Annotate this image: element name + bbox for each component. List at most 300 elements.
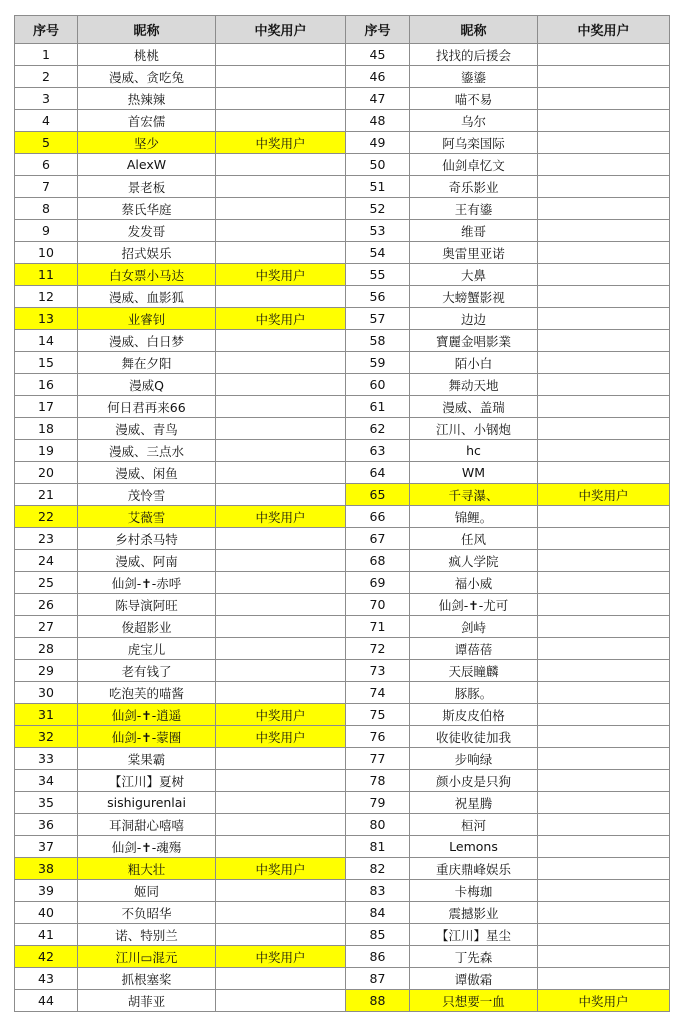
- nickname-cell-left: 业睿钊: [78, 308, 216, 330]
- nickname-cell-left: 白女票小马达: [78, 264, 216, 286]
- index-cell-left: 21: [15, 484, 78, 506]
- index-cell-left: 31: [15, 704, 78, 726]
- index-cell-right: 71: [346, 616, 410, 638]
- index-cell-right: 50: [346, 154, 410, 176]
- nickname-cell-right: 斯皮皮伯格: [410, 704, 538, 726]
- winner-cell-right: [538, 396, 670, 418]
- nickname-cell-right: 边边: [410, 308, 538, 330]
- nickname-cell-right: 千寻瀑、: [410, 484, 538, 506]
- index-cell-right: 52: [346, 198, 410, 220]
- nickname-cell-right: 震撼影业: [410, 902, 538, 924]
- table-row: [15, 814, 670, 836]
- table-row: [15, 330, 670, 352]
- nickname-cell-right: 奇乐影业: [410, 176, 538, 198]
- winner-cell-right: [538, 880, 670, 902]
- index-cell-left: 39: [15, 880, 78, 902]
- index-cell-right: 83: [346, 880, 410, 902]
- nickname-cell-right: 大螃蟹影视: [410, 286, 538, 308]
- header-row: [15, 16, 670, 44]
- winner-cell-right: [538, 902, 670, 924]
- index-cell-left: 33: [15, 748, 78, 770]
- nickname-cell-right: 阿乌栾国际: [410, 132, 538, 154]
- index-cell-right: 56: [346, 286, 410, 308]
- winner-cell-left: [216, 968, 346, 990]
- winner-cell-right: [538, 286, 670, 308]
- nickname-cell-right: 维哥: [410, 220, 538, 242]
- nickname-cell-left: 漫威、青鸟: [78, 418, 216, 440]
- winner-cell-left: [216, 638, 346, 660]
- index-cell-right: 85: [346, 924, 410, 946]
- index-cell-right: 60: [346, 374, 410, 396]
- winner-cell-right: [538, 220, 670, 242]
- winner-cell-right: [538, 594, 670, 616]
- header-winner-right: 中奖用户: [538, 16, 670, 44]
- nickname-cell-left: 漫威、闲鱼: [78, 462, 216, 484]
- winner-cell-right: [538, 198, 670, 220]
- table-row: [15, 308, 670, 330]
- table-row: [15, 858, 670, 880]
- index-cell-right: 80: [346, 814, 410, 836]
- winner-cell-right: [538, 968, 670, 990]
- winner-cell-right: [538, 528, 670, 550]
- winner-cell-right: [538, 352, 670, 374]
- winners-table: [14, 15, 670, 1012]
- index-cell-right: 73: [346, 660, 410, 682]
- winner-cell-right: [538, 506, 670, 528]
- winner-cell-right: [538, 704, 670, 726]
- winner-cell-left: [216, 902, 346, 924]
- winner-cell-left: [216, 154, 346, 176]
- index-cell-right: 77: [346, 748, 410, 770]
- index-cell-right: 86: [346, 946, 410, 968]
- winner-cell-right: [538, 792, 670, 814]
- nickname-cell-left: 发发哥: [78, 220, 216, 242]
- nickname-cell-left: 粗大壮: [78, 858, 216, 880]
- winner-cell-left: [216, 594, 346, 616]
- winner-cell-left: [216, 814, 346, 836]
- winner-cell-right: [538, 726, 670, 748]
- table-row: [15, 352, 670, 374]
- index-cell-right: 53: [346, 220, 410, 242]
- nickname-cell-left: 不负昭华: [78, 902, 216, 924]
- nickname-cell-left: 耳洞甜心嘻嘻: [78, 814, 216, 836]
- index-cell-right: 68: [346, 550, 410, 572]
- nickname-cell-right: 豚豚。: [410, 682, 538, 704]
- index-cell-right: 62: [346, 418, 410, 440]
- nickname-cell-right: 江川、小钢炮: [410, 418, 538, 440]
- index-cell-right: 59: [346, 352, 410, 374]
- index-cell-left: 42: [15, 946, 78, 968]
- index-cell-right: 46: [346, 66, 410, 88]
- table-row: [15, 792, 670, 814]
- nickname-cell-left: 艾薇雪: [78, 506, 216, 528]
- index-cell-right: 74: [346, 682, 410, 704]
- table-row: [15, 836, 670, 858]
- winner-cell-right: [538, 440, 670, 462]
- nickname-cell-right: 王有鎏: [410, 198, 538, 220]
- table-row: [15, 484, 670, 506]
- table-row: [15, 902, 670, 924]
- nickname-cell-left: 舞在夕阳: [78, 352, 216, 374]
- nickname-cell-right: 漫威、盖瑞: [410, 396, 538, 418]
- nickname-cell-left: 诺、特别兰: [78, 924, 216, 946]
- nickname-cell-left: 漫威、血影狐: [78, 286, 216, 308]
- winner-cell-left: [216, 924, 346, 946]
- index-cell-right: 61: [346, 396, 410, 418]
- index-cell-left: 16: [15, 374, 78, 396]
- nickname-cell-right: 天辰瞳麟: [410, 660, 538, 682]
- table-row: [15, 44, 670, 66]
- index-cell-left: 28: [15, 638, 78, 660]
- index-cell-right: 64: [346, 462, 410, 484]
- nickname-cell-right: 寶麗金唱影業: [410, 330, 538, 352]
- nickname-cell-right: 剑峙: [410, 616, 538, 638]
- nickname-cell-right: WM: [410, 462, 538, 484]
- index-cell-right: 48: [346, 110, 410, 132]
- winner-cell-right: [538, 638, 670, 660]
- winner-cell-right: [538, 132, 670, 154]
- winner-cell-right: [538, 44, 670, 66]
- index-cell-right: 55: [346, 264, 410, 286]
- winner-cell-right: [538, 550, 670, 572]
- table-row: [15, 924, 670, 946]
- winner-cell-left: [216, 418, 346, 440]
- nickname-cell-right: 祝星腾: [410, 792, 538, 814]
- nickname-cell-right: 谭傲霜: [410, 968, 538, 990]
- index-cell-right: 45: [346, 44, 410, 66]
- index-cell-right: 65: [346, 484, 410, 506]
- index-cell-left: 8: [15, 198, 78, 220]
- winner-cell-right: [538, 572, 670, 594]
- nickname-cell-right: 疯人学院: [410, 550, 538, 572]
- nickname-cell-right: 桓河: [410, 814, 538, 836]
- winner-cell-right: [538, 836, 670, 858]
- index-cell-right: 87: [346, 968, 410, 990]
- table-row: [15, 154, 670, 176]
- winner-cell-left: [216, 396, 346, 418]
- index-cell-right: 79: [346, 792, 410, 814]
- winner-cell-right: [538, 682, 670, 704]
- nickname-cell-left: 茂怜雪: [78, 484, 216, 506]
- winner-cell-left: [216, 616, 346, 638]
- nickname-cell-left: 漫威、贪吃兔: [78, 66, 216, 88]
- winner-cell-left: [216, 176, 346, 198]
- table-row: [15, 198, 670, 220]
- winner-cell-left: [216, 748, 346, 770]
- nickname-cell-left: 陈导演阿旺: [78, 594, 216, 616]
- winner-cell-left: [216, 88, 346, 110]
- nickname-cell-right: Lemons: [410, 836, 538, 858]
- table-row: [15, 418, 670, 440]
- winner-cell-left: 中奖用户: [216, 308, 346, 330]
- index-cell-right: 82: [346, 858, 410, 880]
- nickname-cell-left: 坚少: [78, 132, 216, 154]
- nickname-cell-left: 胡菲亚: [78, 990, 216, 1012]
- header-winner-left: 中奖用户: [216, 16, 346, 44]
- index-cell-right: 58: [346, 330, 410, 352]
- index-cell-right: 81: [346, 836, 410, 858]
- winner-cell-right: [538, 924, 670, 946]
- index-cell-left: 26: [15, 594, 78, 616]
- nickname-cell-left: 漫威、白日梦: [78, 330, 216, 352]
- winner-cell-left: [216, 66, 346, 88]
- nickname-cell-right: 仙剑-✝-尤可: [410, 594, 538, 616]
- header-index-right: 序号: [346, 16, 410, 44]
- table-row: [15, 242, 670, 264]
- winner-cell-left: [216, 352, 346, 374]
- winner-cell-left: 中奖用户: [216, 726, 346, 748]
- header-nickname-right: 昵称: [410, 16, 538, 44]
- winner-cell-right: [538, 616, 670, 638]
- winner-cell-right: [538, 110, 670, 132]
- nickname-cell-right: 步响绿: [410, 748, 538, 770]
- index-cell-left: 3: [15, 88, 78, 110]
- nickname-cell-right: 舞动天地: [410, 374, 538, 396]
- winner-cell-left: [216, 220, 346, 242]
- table-row: [15, 550, 670, 572]
- index-cell-left: 38: [15, 858, 78, 880]
- nickname-cell-left: 俊超影业: [78, 616, 216, 638]
- nickname-cell-right: hc: [410, 440, 538, 462]
- nickname-cell-left: 乡村杀马特: [78, 528, 216, 550]
- index-cell-right: 69: [346, 572, 410, 594]
- index-cell-left: 5: [15, 132, 78, 154]
- table-row: [15, 506, 670, 528]
- nickname-cell-left: 热辣辣: [78, 88, 216, 110]
- table-row: [15, 396, 670, 418]
- winner-cell-left: 中奖用户: [216, 132, 346, 154]
- nickname-cell-left: 仙剑-✝-赤呼: [78, 572, 216, 594]
- winner-cell-left: [216, 528, 346, 550]
- nickname-cell-right: 鎏鎏: [410, 66, 538, 88]
- nickname-cell-right: 陌小白: [410, 352, 538, 374]
- table-row: [15, 990, 670, 1012]
- index-cell-left: 35: [15, 792, 78, 814]
- nickname-cell-right: 任风: [410, 528, 538, 550]
- winner-cell-left: [216, 330, 346, 352]
- winner-cell-left: [216, 880, 346, 902]
- winner-cell-left: [216, 44, 346, 66]
- index-cell-left: 37: [15, 836, 78, 858]
- winner-cell-right: [538, 330, 670, 352]
- index-cell-left: 43: [15, 968, 78, 990]
- nickname-cell-right: 卡梅珈: [410, 880, 538, 902]
- winner-cell-right: [538, 814, 670, 836]
- index-cell-right: 51: [346, 176, 410, 198]
- table-body: [15, 44, 670, 1012]
- index-cell-right: 88: [346, 990, 410, 1012]
- index-cell-left: 12: [15, 286, 78, 308]
- index-cell-left: 2: [15, 66, 78, 88]
- index-cell-right: 67: [346, 528, 410, 550]
- nickname-cell-left: 首宏儒: [78, 110, 216, 132]
- winner-cell-left: [216, 770, 346, 792]
- index-cell-left: 22: [15, 506, 78, 528]
- winner-cell-right: 中奖用户: [538, 484, 670, 506]
- nickname-cell-left: 漫威、三点水: [78, 440, 216, 462]
- winner-cell-left: [216, 440, 346, 462]
- nickname-cell-left: AlexW: [78, 154, 216, 176]
- winner-cell-left: [216, 374, 346, 396]
- winner-cell-right: [538, 264, 670, 286]
- table-row: [15, 66, 670, 88]
- index-cell-right: 78: [346, 770, 410, 792]
- table-row: [15, 704, 670, 726]
- winner-cell-left: [216, 990, 346, 1012]
- index-cell-right: 47: [346, 88, 410, 110]
- table-row: [15, 748, 670, 770]
- winner-cell-left: [216, 198, 346, 220]
- index-cell-left: 32: [15, 726, 78, 748]
- table-row: [15, 880, 670, 902]
- winner-cell-right: [538, 748, 670, 770]
- table-row: [15, 616, 670, 638]
- winner-cell-left: 中奖用户: [216, 506, 346, 528]
- index-cell-left: 1: [15, 44, 78, 66]
- winner-cell-left: [216, 484, 346, 506]
- header-index-left: 序号: [15, 16, 78, 44]
- nickname-cell-right: 喵不易: [410, 88, 538, 110]
- index-cell-left: 25: [15, 572, 78, 594]
- index-cell-left: 14: [15, 330, 78, 352]
- winner-cell-left: [216, 286, 346, 308]
- nickname-cell-right: 重庆鼎峰娱乐: [410, 858, 538, 880]
- winner-cell-left: 中奖用户: [216, 704, 346, 726]
- winner-cell-right: [538, 66, 670, 88]
- winner-cell-left: [216, 792, 346, 814]
- index-cell-right: 54: [346, 242, 410, 264]
- nickname-cell-left: 招式娱乐: [78, 242, 216, 264]
- table-row: [15, 946, 670, 968]
- nickname-cell-left: 景老板: [78, 176, 216, 198]
- index-cell-left: 23: [15, 528, 78, 550]
- index-cell-right: 70: [346, 594, 410, 616]
- nickname-cell-right: 奥雷里亚诺: [410, 242, 538, 264]
- table-row: [15, 264, 670, 286]
- nickname-cell-right: 大鼻: [410, 264, 538, 286]
- table-row: [15, 968, 670, 990]
- index-cell-right: 66: [346, 506, 410, 528]
- nickname-cell-left: 江川▭混元: [78, 946, 216, 968]
- nickname-cell-left: sishigurenlai: [78, 792, 216, 814]
- winner-cell-left: [216, 462, 346, 484]
- winner-cell-left: [216, 242, 346, 264]
- table-row: [15, 176, 670, 198]
- nickname-cell-left: 【江川】夏树: [78, 770, 216, 792]
- nickname-cell-left: 吃泡芙的喵酱: [78, 682, 216, 704]
- index-cell-right: 57: [346, 308, 410, 330]
- index-cell-left: 9: [15, 220, 78, 242]
- winner-cell-left: [216, 660, 346, 682]
- nickname-cell-right: 福小威: [410, 572, 538, 594]
- nickname-cell-left: 虎宝儿: [78, 638, 216, 660]
- winner-cell-right: [538, 176, 670, 198]
- winner-cell-left: 中奖用户: [216, 858, 346, 880]
- index-cell-right: 76: [346, 726, 410, 748]
- winner-cell-right: [538, 660, 670, 682]
- nickname-cell-left: 仙剑-✝-魂殤: [78, 836, 216, 858]
- winner-cell-right: [538, 88, 670, 110]
- winner-cell-left: 中奖用户: [216, 264, 346, 286]
- index-cell-left: 34: [15, 770, 78, 792]
- winner-cell-left: [216, 682, 346, 704]
- index-cell-left: 13: [15, 308, 78, 330]
- winner-cell-right: [538, 770, 670, 792]
- index-cell-left: 17: [15, 396, 78, 418]
- nickname-cell-right: 丁先森: [410, 946, 538, 968]
- index-cell-left: 19: [15, 440, 78, 462]
- winner-cell-right: [538, 374, 670, 396]
- index-cell-right: 49: [346, 132, 410, 154]
- index-cell-left: 15: [15, 352, 78, 374]
- nickname-cell-left: 何日君再来66: [78, 396, 216, 418]
- nickname-cell-left: 仙剑-✝-蒙圈: [78, 726, 216, 748]
- nickname-cell-left: 蔡氏华庭: [78, 198, 216, 220]
- nickname-cell-right: 只想要一血: [410, 990, 538, 1012]
- index-cell-left: 4: [15, 110, 78, 132]
- nickname-cell-left: 仙剑-✝-逍遥: [78, 704, 216, 726]
- nickname-cell-left: 老有钱了: [78, 660, 216, 682]
- nickname-cell-right: 谭蓓蓓: [410, 638, 538, 660]
- table-row: [15, 726, 670, 748]
- winner-cell-right: [538, 418, 670, 440]
- index-cell-left: 6: [15, 154, 78, 176]
- index-cell-left: 36: [15, 814, 78, 836]
- index-cell-left: 44: [15, 990, 78, 1012]
- index-cell-left: 10: [15, 242, 78, 264]
- winner-cell-left: [216, 836, 346, 858]
- nickname-cell-left: 桃桃: [78, 44, 216, 66]
- nickname-cell-right: 【江川】星尘: [410, 924, 538, 946]
- nickname-cell-left: 抓根塞桨: [78, 968, 216, 990]
- table-row: [15, 660, 670, 682]
- winner-cell-left: 中奖用户: [216, 946, 346, 968]
- index-cell-left: 18: [15, 418, 78, 440]
- nickname-cell-left: 漫威、阿南: [78, 550, 216, 572]
- table-row: [15, 374, 670, 396]
- winner-cell-right: [538, 462, 670, 484]
- winner-cell-left: [216, 550, 346, 572]
- nickname-cell-left: 漫威Q: [78, 374, 216, 396]
- table-row: [15, 88, 670, 110]
- table-row: [15, 440, 670, 462]
- index-cell-left: 30: [15, 682, 78, 704]
- index-cell-left: 40: [15, 902, 78, 924]
- winner-cell-right: [538, 308, 670, 330]
- nickname-cell-right: 乌尔: [410, 110, 538, 132]
- nickname-cell-right: 找找的后援会: [410, 44, 538, 66]
- index-cell-right: 63: [346, 440, 410, 462]
- index-cell-left: 24: [15, 550, 78, 572]
- header-nickname-left: 昵称: [78, 16, 216, 44]
- index-cell-left: 27: [15, 616, 78, 638]
- winner-cell-right: [538, 946, 670, 968]
- table-row: [15, 682, 670, 704]
- table-row: [15, 220, 670, 242]
- nickname-cell-left: 棠果霸: [78, 748, 216, 770]
- index-cell-left: 41: [15, 924, 78, 946]
- table-row: [15, 528, 670, 550]
- table-row: [15, 132, 670, 154]
- winner-cell-right: [538, 858, 670, 880]
- nickname-cell-right: 锦鲤。: [410, 506, 538, 528]
- index-cell-right: 72: [346, 638, 410, 660]
- winner-cell-left: [216, 110, 346, 132]
- table-row: [15, 638, 670, 660]
- index-cell-left: 11: [15, 264, 78, 286]
- table-row: [15, 770, 670, 792]
- winner-cell-right: [538, 242, 670, 264]
